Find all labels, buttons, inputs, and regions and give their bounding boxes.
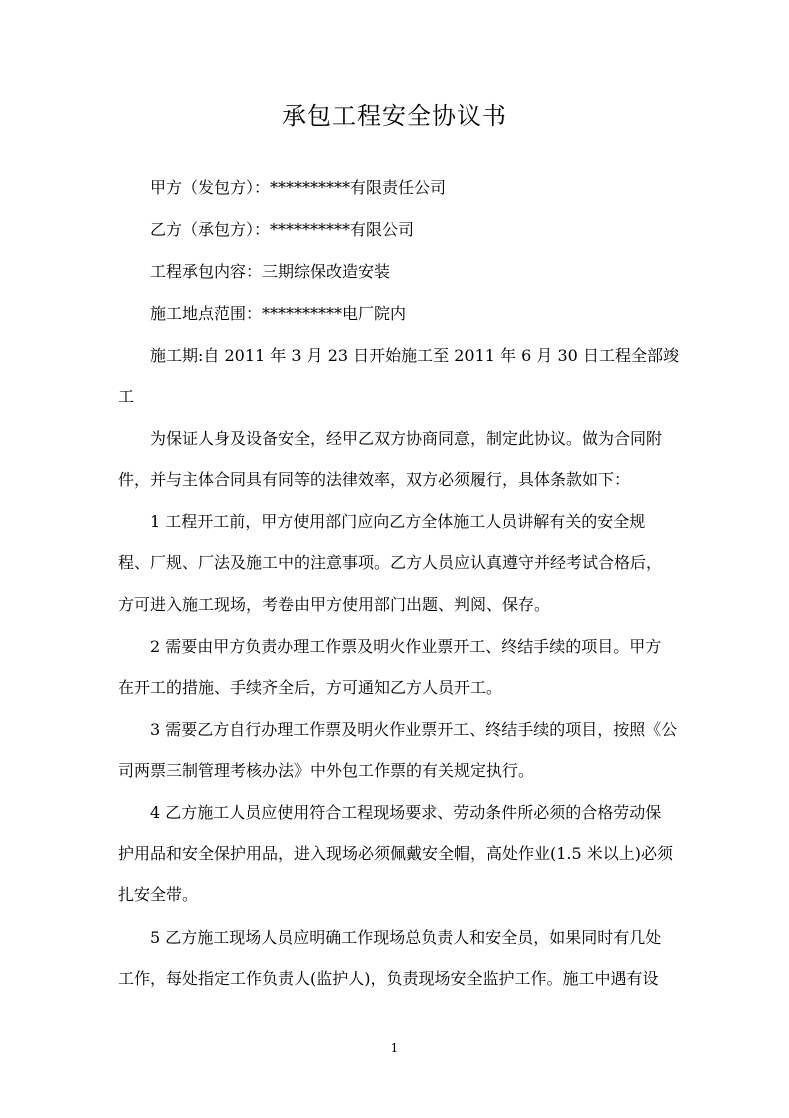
clause-2-line-1: 2 需要由甲方负责办理工作票及明火作业票开工、终结手续的项目。甲方 xyxy=(150,637,662,656)
clause-5-line-2: 工作，每处指定工作负责人(监护人)，负责现场安全监护工作。施工中遇有设 xyxy=(118,969,659,988)
intro-line-1: 为保证人身及设备安全，经甲乙双方协商同意，制定此协议。做为合同附 xyxy=(150,429,663,448)
clause-3-line-1: 3 需要乙方自行办理工作票及明火作业票开工、终结手续的项目，按照《公 xyxy=(150,720,678,739)
intro-line-2: 件，并与主体合同具有同等的法律效率，双方必须履行，具体条款如下： xyxy=(118,470,631,489)
clause-4-line-3: 扎安全带。 xyxy=(118,885,199,904)
clause-2-line-2: 在开工的措施、手续齐全后，方可通知乙方人员开工。 xyxy=(118,678,503,697)
project-content-line: 工程承包内容：三期综保改造安装 xyxy=(150,262,391,281)
party-b-line: 乙方（承包方）：**********有限公司 xyxy=(150,220,415,239)
document-title: 承包工程安全协议书 xyxy=(282,102,507,130)
clause-1-line-3: 方可进入施工现场，考卷由甲方使用部门出题、判阅、保存。 xyxy=(118,595,551,614)
project-location-line: 施工地点范围：**********电厂院内 xyxy=(150,304,407,323)
clause-1-line-1: 1 工程开工前，甲方使用部门应向乙方全体施工人员讲解有关的安全规 xyxy=(150,512,646,531)
construction-period-line-2: 工 xyxy=(118,387,135,406)
clause-1-line-2: 程、厂规、厂法及施工中的注意事项。乙方人员应认真遵守并经考试合格后， xyxy=(118,553,663,572)
page-number: 1 xyxy=(390,1041,399,1055)
party-a-line: 甲方（发包方）：**********有限责任公司 xyxy=(150,178,447,197)
clause-3-line-2: 司两票三制管理考核办法》中外包工作票的有关规定执行。 xyxy=(118,761,535,780)
clause-4-line-2: 护用品和安全保护用品，进入现场必须佩戴安全帽，高处作业(1.5 米以上)必须 xyxy=(118,844,674,863)
clause-4-line-1: 4 乙方施工人员应使用符合工程现场要求、劳动条件所必须的合格劳动保 xyxy=(150,803,662,822)
clause-5-line-1: 5 乙方施工现场人员应明确工作现场总负责人和安全员，如果同时有几处 xyxy=(150,928,662,947)
construction-period-line-1: 施工期:自 2011 年 3 月 23 日开始施工至 2011 年 6 月 30 日工程全部竣 xyxy=(150,346,679,365)
